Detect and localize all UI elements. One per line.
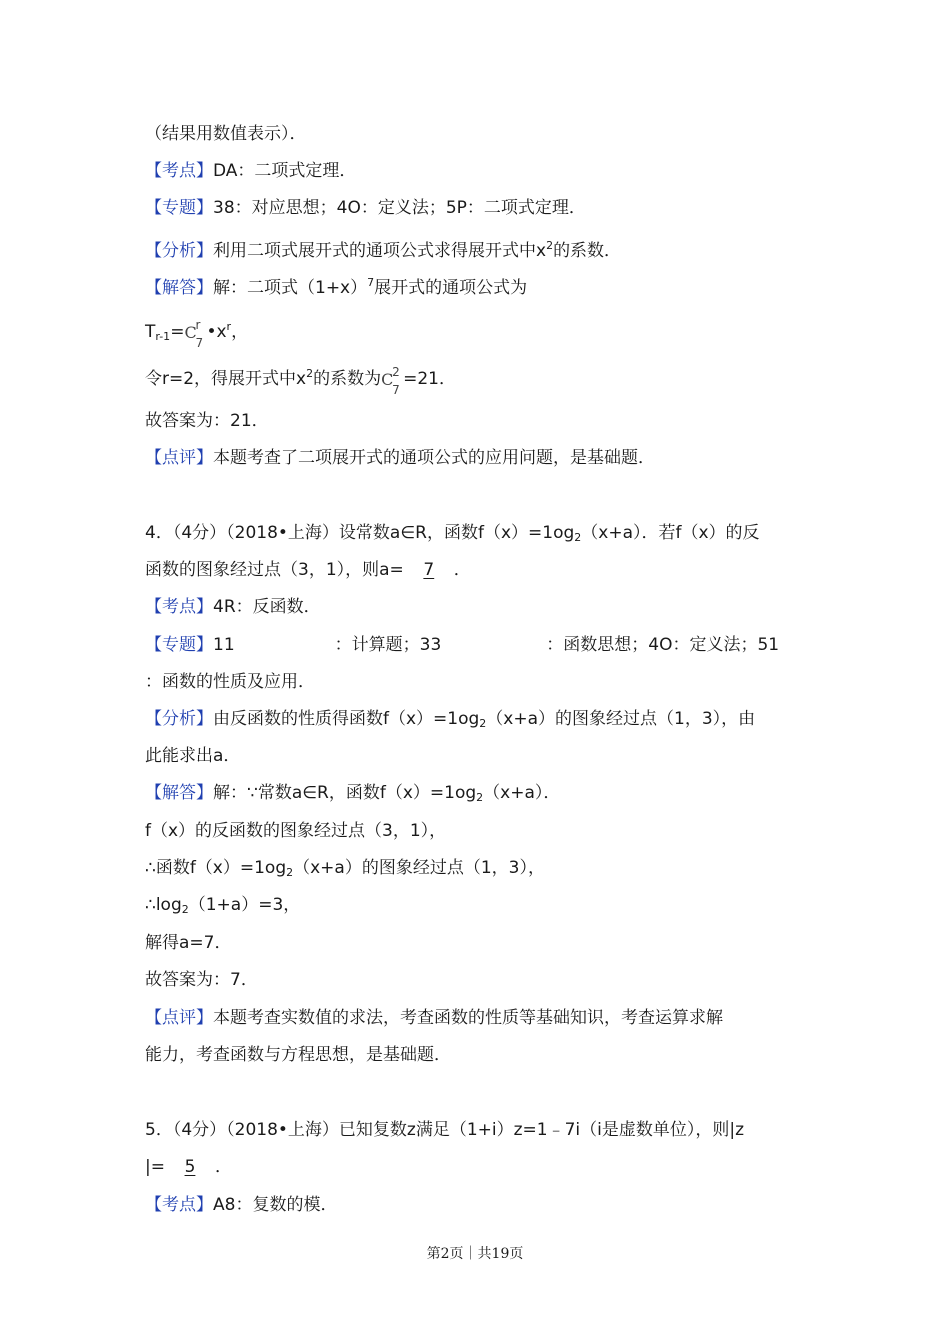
- r-line-text-mid: 的系数为: [313, 369, 382, 389]
- superscript: 7: [367, 276, 375, 289]
- combination-symbol: [184, 318, 206, 350]
- page-footer: 第2页｜共19页: [426, 1246, 524, 1262]
- p4-step-2: [145, 856, 545, 885]
- p5-question: 5．（4分）（2018•上海）已知复数z满足（1+i）z=1﹣7i（i是虚数单位），则|z: [145, 1120, 745, 1140]
- p4-zhuanti-part-1: 11: [213, 635, 235, 655]
- p4-fenxi-text-end: （x+a）的图象经过点（1，3），由: [486, 709, 756, 729]
- subscript: 2: [476, 791, 484, 804]
- subscript: 2: [181, 903, 189, 916]
- tag-zhuanti: 【专题】: [145, 635, 213, 655]
- p4-zhuanti-2: ：函数的性质及应用．: [145, 672, 315, 692]
- p3-answer: 故答案为：21．: [145, 411, 269, 431]
- equals: =: [170, 322, 185, 342]
- p3-dianping-text: 本题考查了二项展开式的通项公式的应用问题，是基础题．: [213, 448, 655, 468]
- tag-fenxi: 【分析】: [145, 241, 213, 261]
- p4-step-2-text-end: （x+a）的图象经过点（1，3），: [293, 858, 545, 878]
- p4-step-3-text: ∴log: [145, 895, 182, 915]
- r-line-text: 令r=2，得展开式中x: [145, 369, 307, 389]
- p5-abs-bar: |=: [145, 1157, 165, 1177]
- tag-zhuanti: 【专题】: [145, 198, 213, 218]
- p4-kaodian-text: 4R：反函数．: [213, 597, 321, 617]
- period: ．: [214, 1157, 232, 1177]
- p4-fenxi: [145, 707, 755, 736]
- comb-bottom: 7: [195, 336, 204, 350]
- term-x: •x: [206, 322, 227, 342]
- p3-jieda-text: 解：二项式（1+x）: [213, 278, 368, 298]
- p4-step-3: [145, 893, 300, 922]
- p4-zhuanti: [145, 633, 779, 657]
- answer-blank: 7: [423, 560, 435, 580]
- p5-question-2: [145, 1155, 232, 1179]
- p3-general-term: [145, 315, 248, 349]
- tag-dianping: 【点评】: [145, 1008, 213, 1028]
- subscript: 2: [479, 717, 487, 730]
- answer-blank: 5: [184, 1157, 196, 1177]
- p4-question-text: 4．（4分）（2018•上海）设常数a∈R，函数f（x）=1og: [145, 523, 575, 543]
- p4-dianping-2: 能力，考查函数与方程思想，是基础题．: [145, 1045, 451, 1065]
- p4-dianping: [145, 1006, 723, 1030]
- period: ．: [453, 560, 471, 580]
- p4-question: [145, 521, 760, 550]
- p4-question-2: [145, 558, 471, 582]
- r-line-result: =21．: [403, 369, 457, 389]
- p4-answer: 故答案为：7．: [145, 970, 258, 990]
- p5-kaodian: [145, 1193, 337, 1217]
- comb-bottom: 7: [392, 383, 400, 397]
- p3-fenxi: [145, 234, 621, 263]
- p3-zhuanti-text: 38：对应思想；4O：定义法；5P：二项式定理．: [213, 198, 586, 218]
- comb-c: C: [184, 323, 197, 342]
- p3-kaodian: [145, 159, 356, 183]
- comb-c: C: [381, 370, 394, 389]
- p3-fenxi-text-end: 的系数．: [553, 241, 622, 261]
- p3-zhuanti: [145, 196, 586, 220]
- term-T: T: [145, 322, 156, 342]
- p3-r-line: [145, 362, 457, 397]
- tag-dianping: 【点评】: [145, 448, 213, 468]
- p5-kaodian-text: A8：复数的模．: [213, 1195, 338, 1215]
- p3-dianping: [145, 446, 655, 470]
- p4-zhuanti-part-3: ：函数思想；4O：定义法；51: [546, 635, 780, 655]
- comb-top: r: [195, 318, 201, 332]
- p4-step-1: f（x）的反函数的图象经过点（3，1），: [145, 821, 447, 841]
- tag-kaodian: 【考点】: [145, 161, 213, 181]
- p4-step-3-text-end: （1+a）=3，: [188, 895, 301, 915]
- tag-kaodian: 【考点】: [145, 1195, 213, 1215]
- comma: ，: [231, 322, 249, 342]
- p4-fenxi-text: 由反函数的性质得函数f（x）=1og: [213, 709, 480, 729]
- subscript: 2: [574, 531, 582, 544]
- p3-jieda: [145, 271, 527, 300]
- p4-kaodian: [145, 595, 321, 619]
- p4-jieda-text-end: （x+a）．: [483, 783, 561, 803]
- superscript: 2: [306, 367, 314, 380]
- tag-jieda: 【解答】: [145, 278, 213, 298]
- p4-question-text-end: （x+a）．若f（x）的反: [581, 523, 760, 543]
- tag-kaodian: 【考点】: [145, 597, 213, 617]
- comb-top: 2: [392, 365, 400, 379]
- combination-symbol: [381, 365, 403, 397]
- p4-jieda: [145, 781, 560, 810]
- p4-dianping-text: 本题考查实数值的求法，考查函数的性质等基础知识，考查运算求解: [213, 1008, 723, 1028]
- tag-fenxi: 【分析】: [145, 709, 213, 729]
- p4-jieda-text: 解：∵常数a∈R，函数f（x）=1og: [213, 783, 477, 803]
- p3-jieda-text-end: 展开式的通项公式为: [374, 278, 528, 298]
- p4-step-2-text: ∴函数f（x）=1og: [145, 858, 287, 878]
- p3-line-1: （结果用数值表示）．: [145, 124, 307, 144]
- p3-kaodian-text: DA：二项式定理．: [213, 161, 357, 181]
- p4-fenxi-2: 此能求出a．: [145, 746, 241, 766]
- p4-question-2-text: 函数的图象经过点（3，1），则a=: [145, 560, 404, 580]
- p4-step-4: 解得a=7．: [145, 933, 232, 953]
- superscript: 2: [546, 239, 554, 252]
- p3-fenxi-text: 利用二项式展开式的通项公式求得展开式中x: [213, 241, 547, 261]
- subscript: r-1: [155, 330, 171, 343]
- superscript: r: [226, 320, 232, 333]
- subscript: 2: [286, 866, 294, 879]
- p4-zhuanti-part-2: ：计算题；33: [334, 635, 442, 655]
- tag-jieda: 【解答】: [145, 783, 213, 803]
